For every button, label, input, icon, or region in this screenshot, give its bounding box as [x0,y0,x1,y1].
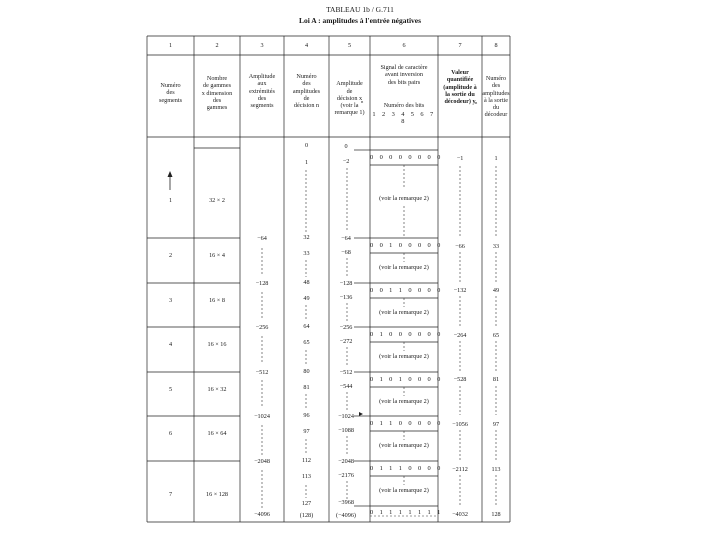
decision-number: (128) [299,512,314,519]
column-number: 4 [304,42,309,49]
decision-amplitude: −136 [339,294,353,301]
quantized-value: −528 [453,376,467,383]
segment-number: 1 [168,197,173,204]
segment-number: 2 [168,252,173,259]
segment-ranges: 32 × 2 [209,197,225,204]
decision-amplitude: −512 [339,369,353,376]
header-segment-number: Numéro des segments [158,82,183,104]
character-code: 0 1 0 1 0 0 0 0 [370,376,443,383]
decision-amplitude: −2176 [338,472,354,479]
decision-number: 113 [301,473,312,480]
quantized-value: −264 [453,332,467,339]
remark-note: (voir la remarque 2) [379,442,429,449]
quantized-value: −1056 [452,421,468,428]
output-number: 81 [492,376,500,383]
decision-number: 65 [303,339,310,346]
decision-number: 80 [303,368,310,375]
output-number: 113 [491,466,501,473]
segment-end-amplitude: −2048 [254,458,270,465]
segment-end-amplitude: −128 [255,280,269,287]
character-code: 0 0 0 0 0 0 0 0 [370,154,443,161]
character-code: 0 1 0 0 0 0 0 0 [370,331,443,338]
decision-number: 32 [303,234,310,241]
decision-amplitude: −1088 [338,427,354,434]
character-code: 0 0 1 1 0 0 0 0 [370,287,443,294]
segment-end-amplitude: −256 [255,324,269,331]
decision-amplitude: −2 [342,158,350,165]
segment-number: 7 [168,491,173,498]
output-number: 65 [492,332,500,339]
header-c5-subscript: n [361,99,364,104]
segment-number: 5 [168,386,173,393]
decision-amplitude: −272 [339,338,353,345]
segment-end-amplitude: −512 [255,369,269,376]
segment-end-amplitude: −64 [257,235,267,242]
remark-note: (voir la remarque 2) [379,398,429,405]
decision-amplitude: 0 [344,143,348,150]
decision-number: 81 [303,384,310,391]
header-quantized-value: Valeur quantifiée (amplitude à la sortie du décodeur) y [443,69,477,106]
segment-ranges: 16 × 8 [209,297,225,304]
segment-number: 4 [168,341,173,348]
decision-number: 97 [303,428,310,435]
output-number: 128 [491,511,501,518]
decision-number: 96 [303,412,310,419]
decision-amplitude: −64 [341,235,351,242]
decision-number: 1 [304,159,309,166]
decision-amplitude: −3968 [338,499,354,506]
segment-ranges: 16 × 4 [209,252,225,259]
segment-ranges: 16 × 64 [207,430,227,437]
header-decision-amplitude: Amplitude de décision x (voir la remarque 1) [334,80,365,117]
segment-end-amplitude: −4096 [254,511,270,518]
output-number: 1 [494,155,498,162]
segment-number: 6 [168,430,173,437]
decision-number: 112 [301,457,312,464]
output-number: 49 [492,287,500,294]
segment-end-amplitude: −1024 [254,413,270,420]
column-number: 3 [260,42,264,49]
decision-amplitude: −68 [341,249,351,256]
decision-number: 127 [301,500,312,507]
quantized-value: −66 [455,243,465,250]
header-bit-numbers: Numéro des bits [383,102,425,109]
decision-number: 48 [303,279,310,286]
quantized-value: −132 [453,287,467,294]
table-subtitle: Loi A : amplitudes à l'entrée négatives [298,16,422,25]
segment-number: 3 [168,297,173,304]
header-segment-amplitude: Amplitude aux extrémités des segments [248,73,276,110]
segment-ranges: 16 × 32 [207,386,227,393]
quantized-value: −4032 [452,511,468,518]
column-number: 5 [347,42,352,49]
table-title: TABLEAU 1b / G.711 [326,5,394,14]
decision-amplitude: −256 [339,324,353,331]
decision-amplitude: (−4096) [336,512,356,519]
decision-amplitude: −1024 [338,413,354,420]
decision-number: 64 [303,323,310,330]
column-number: 8 [494,42,498,49]
character-code: 0 1 1 1 1 1 1 1 [370,509,443,516]
output-number: 33 [492,243,500,250]
character-code: 0 1 1 1 0 0 0 0 [370,465,443,472]
header-ranges: Nombre de gammes x dimension des gammes [201,75,233,112]
decision-number: 49 [303,295,310,302]
decision-amplitude: −544 [339,383,353,390]
decision-amplitude: −128 [339,280,353,287]
remark-note: (voir la remarque 2) [379,353,429,360]
decision-number: 33 [303,250,310,257]
header-output-number: Numéro des amplitudes à la sortie du décodeur [482,75,510,119]
header-bit-indices: 1 2 3 4 5 6 7 8 [372,111,436,126]
decision-number: 0 [304,142,309,149]
character-code: 0 0 1 0 0 0 0 0 [370,242,443,249]
segment-ranges: 16 × 128 [205,491,229,498]
remark-note: (voir la remarque 2) [379,264,429,271]
column-number: 2 [215,42,219,49]
quantized-value: −2112 [452,466,468,473]
segment-ranges: 16 × 16 [207,341,227,348]
character-code: 0 1 1 0 0 0 0 0 [370,420,443,427]
header-character-signal: Signal de caractère avant inversion des bits pairs [380,64,428,86]
header-decision-number: Numéro des amplitudes de décision n [292,73,321,110]
column-number: 6 [402,42,406,49]
header-c7-subscript: n [475,100,478,105]
quantized-value: −1 [456,155,464,162]
column-number: 1 [168,42,173,49]
up-arrow-icon [168,171,173,190]
output-number: 97 [492,421,500,428]
remark-note: (voir la remarque 2) [379,487,429,494]
decision-amplitude: −2048 [338,458,354,465]
column-number: 7 [458,42,462,49]
remark-note: (voir la remarque 2) [379,309,429,316]
remark-note: (voir la remarque 2) [379,195,429,202]
